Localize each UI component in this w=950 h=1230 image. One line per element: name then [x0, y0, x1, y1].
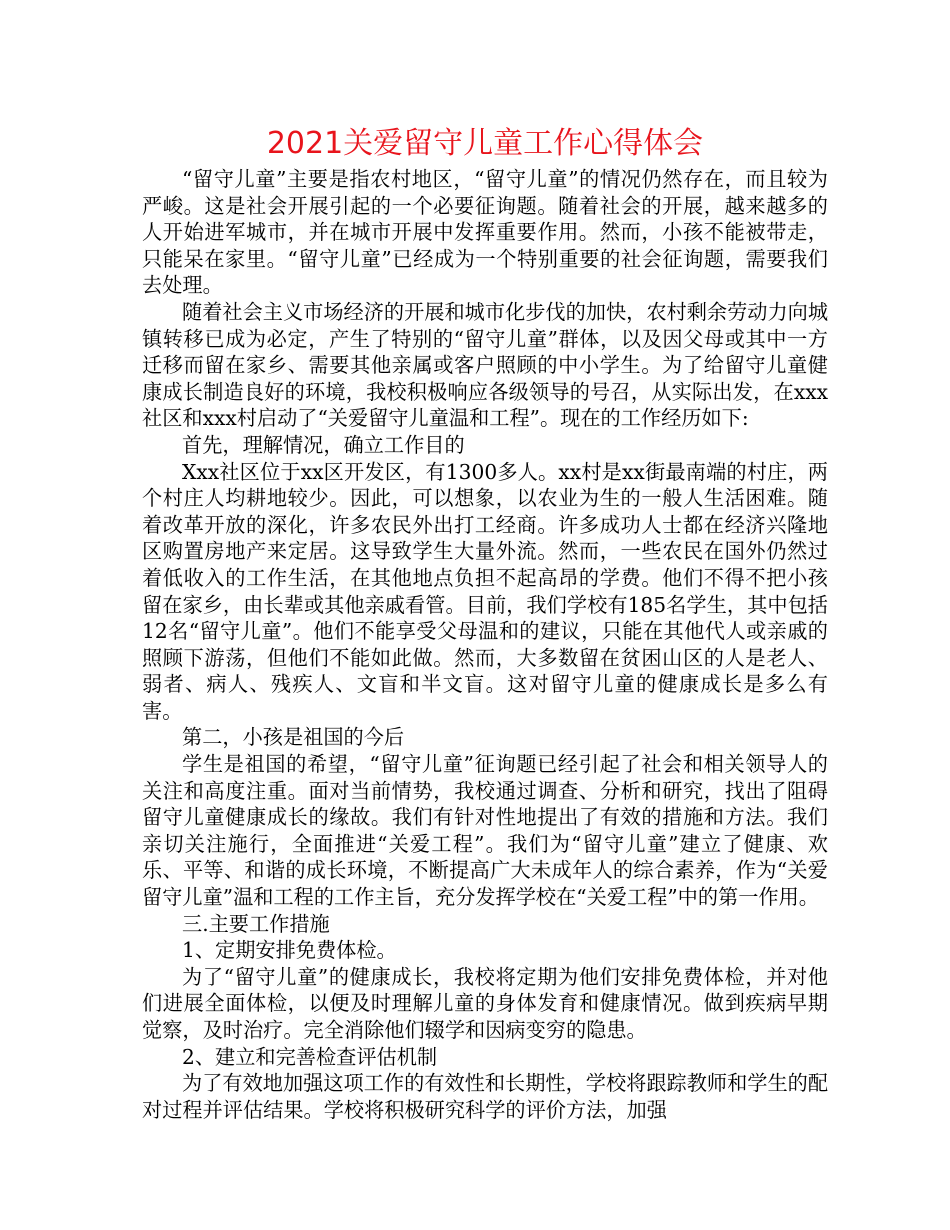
paragraph-evaluation: 为了有效地加强这项工作的有效性和长期性，学校将跟踪教师和学生的配对过程并评估结果。学校将积极研究科学的评价方法，加强 [142, 1071, 829, 1122]
paragraph-community-situation: Xxx社区位于xx区开发区，有1300多人。xx村是xx街最南端的村庄，两个村庄人均耕地较少。因此，可以想象，以农业为生的一般人生活困难。随着改革开放的深化，许多农民外出打工经商。许多成功人士都在经济兴隆地区购置房地产来定居。这导致学生大量外流。然而，一些农民在国外仍然过着低收入的工作生活，在其他地点负担不起高昂的学费。他们不得不把小孩留在家乡，由长辈或其他亲戚看管。目前，我们学校有185名学生，其中包括12名“留守儿童”。他们不能享受父母温和的建议，只能在其他代人或亲戚的照顾下游荡，但他们不能如此做。然而，大多数留在贫困山区的人是老人、弱者、病人、残疾人、文盲和半文盲。这对留守儿童的健康成长是多么有害。 [142, 459, 828, 723]
subheading-health-check: 1、定期安排免费体检。 [182, 938, 397, 963]
paragraph-background: 随着社会主义市场经济的开展和城市化步伐的加快，农村剩余劳动力向城镇转移已成为必定，产生了特别的“留守儿童”群体，以及因父母或其中一方迁移而留在家乡、需要其他亲属或客户照顾的中小学生。为了给留守儿童健康成长制造良好的环境，我校积极响应各级领导的号召，从实际出发，在xxx社区和xxx村启动了“关爱留守儿童温和工程”。现在的工作经历如下: [142, 299, 829, 431]
document-body [142, 166, 828, 1123]
paragraph-health-check: 为了“留守儿童”的健康成长，我校将定期为他们安排免费体检，并对他们进展全面体检，以便及时理解儿童的身体发育和健康情况。做到疾病早期觉察，及时治疗。完全消除他们辍学和因病变穷的隐患。 [142, 964, 828, 1042]
paragraph-future: 学生是祖国的希望，“留守儿童”征询题已经引起了社会和相关领导人的关注和高度注重。面对当前情势，我校通过调查、分析和研究，找出了阻碍留守儿童健康成长的缘故。我们有针对性地提出了有效的措施和方法。我们亲切关注施行，全面推进“关爱工程”。我们为“留守儿童”建立了健康、欢乐、平等、和谐的成长环境，不断提高广大未成年人的综合素养，作为“关爱留守儿童”温和工程的工作主旨，充分发挥学校在“关爱工程”中的第一作用。 [142, 752, 828, 910]
document-title: 2021关爱留守儿童工作心得体会 [266, 126, 704, 161]
document-page [142, 0, 828, 1230]
section-heading-first: 首先，理解情况，确立工作目的 [182, 432, 465, 457]
paragraph-intro: “留守儿童”主要是指农村地区，“留守儿童”的情况仍然存在，而且较为严峻。这是社会开展引起的一个必要征询题。随着社会的开展，越来越多的人开始进军城市，并在城市开展中发挥重要作用。然而，小孩不能被带走，只能呆在家里。“留守儿童”已经成为一个特别重要的社会征询题，需要我们去处理。 [142, 167, 828, 298]
subheading-evaluation: 2、建立和完善检查评估机制 [182, 1044, 438, 1069]
section-heading-measures: 三.主要工作措施 [182, 911, 330, 936]
section-heading-second: 第二，小孩是祖国的今后 [182, 725, 405, 750]
